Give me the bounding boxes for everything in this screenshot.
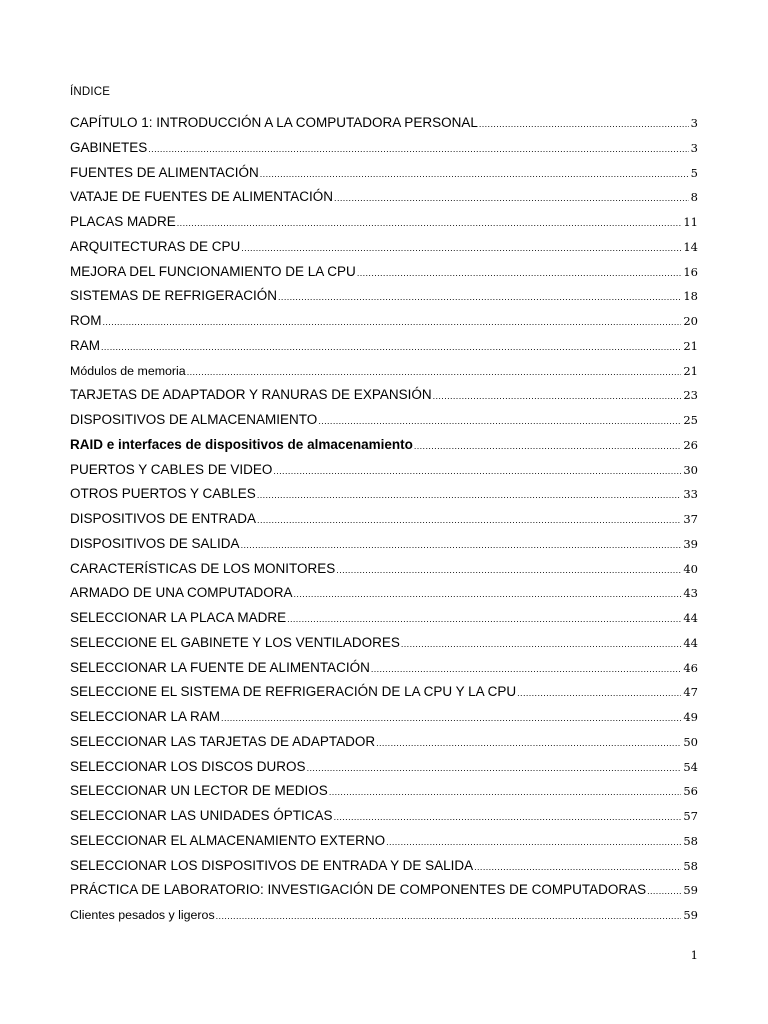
toc-dot-leader [371,665,682,674]
toc-entry-title: SELECCIONE EL GABINETE Y LOS VENTILADORES [70,634,400,650]
toc-dot-leader [187,368,682,377]
toc-entry[interactable] [70,831,698,856]
toc-dot-leader [386,838,681,847]
toc-entry[interactable] [70,534,698,559]
toc-dot-leader [318,417,681,426]
toc-entry[interactable] [70,361,698,386]
toc-entry-page: 11 [683,215,698,229]
toc-entry-title: PRÁCTICA DE LABORATORIO: INVESTIGACIÓN DE COMPONENTES DE COMPUTADORAS [70,882,647,898]
toc-dot-leader [647,887,681,896]
toc-dot-leader [273,467,681,476]
toc-dot-leader [334,813,682,822]
toc-entry[interactable] [70,336,698,361]
toc-entry[interactable] [70,880,698,905]
toc-dot-leader [287,615,681,624]
toc-heading: ÍNDICE [70,86,111,98]
toc-entry-page: 23 [683,388,698,403]
toc-entry-title: ARMADO DE UNA COMPUTADORA [70,585,293,601]
toc-entry-title: CAPÍTULO 1: INTRODUCCIÓN A LA COMPUTADORA PERSONAL [70,115,478,130]
toc-entry-page: 3 [690,116,698,130]
toc-entry[interactable] [70,658,698,683]
toc-entry-page: 50 [683,734,698,749]
toc-dot-leader [329,788,682,797]
toc-entry-page: 33 [683,487,698,502]
toc-entry[interactable] [70,806,698,831]
toc-entry[interactable] [70,583,698,608]
toc-entry[interactable] [70,311,698,336]
page-number: 1 [690,948,698,962]
toc-dot-leader [479,120,689,129]
toc-dot-leader [517,689,681,698]
toc-entry-title: RAM [70,337,100,353]
toc-entry[interactable] [70,905,698,930]
toc-entry-title: SELECCIONE EL SISTEMA DE REFRIGERACIÓN DE LA CPU Y LA CPU [70,684,517,700]
toc-dot-leader [401,640,681,649]
toc-entry-page: 3 [690,140,698,155]
toc-dot-leader [148,145,688,154]
toc-entry-title: PLACAS MADRE [70,214,176,229]
toc-entry[interactable] [70,286,698,311]
toc-entry-title: DISPOSITIVOS DE ALMACENAMIENTO [70,412,318,427]
toc-entry-title: VATAJE DE FUENTES DE ALIMENTACIÓN [70,189,334,205]
toc-entry-page: 46 [683,660,698,675]
toc-dot-leader [241,541,682,550]
toc-dot-leader [307,764,682,773]
toc-dot-leader [376,739,681,748]
toc-entry-page: 49 [683,710,698,724]
toc-entry-title: CARACTERÍSTICAS DE LOS MONITORES [70,560,336,576]
toc-dot-leader [241,244,681,253]
toc-entry[interactable] [70,732,698,757]
toc-dot-leader [257,516,681,525]
toc-entry[interactable] [70,707,698,732]
toc-entry-page: 58 [683,858,698,873]
toc-entry-page: 18 [683,289,698,304]
toc-dot-leader [336,566,681,575]
toc-entry-title: DISPOSITIVOS DE ENTRADA [70,511,257,526]
toc-entry-page: 59 [683,883,698,898]
toc-entry-page: 21 [683,338,698,353]
toc-entry[interactable] [70,509,698,534]
toc-entry[interactable] [70,187,698,212]
toc-entry-page: 16 [683,264,698,279]
toc-entry-title: MEJORA DEL FUNCIONAMIENTO DE LA CPU [70,263,356,279]
toc-dot-leader [260,170,689,179]
toc-entry[interactable] [70,385,698,410]
toc-entry-page: 40 [683,561,698,576]
toc-dot-leader [103,318,682,327]
toc-entry-title: SISTEMAS DE REFRIGERACIÓN [70,288,278,304]
toc-entry-page: 39 [683,536,698,551]
toc-entry-title: DISPOSITIVOS DE SALIDA [70,535,240,551]
toc-entry[interactable] [70,113,698,138]
toc-dot-leader [101,343,681,352]
toc-dot-leader [334,194,689,203]
toc-entry[interactable] [70,781,698,806]
toc-entry-page: 25 [683,413,698,427]
toc-entry[interactable] [70,608,698,633]
toc-dot-leader [278,293,681,302]
toc-entry-title: SELECCIONAR EL ALMACENAMIENTO EXTERNO [70,832,386,848]
toc-entry-page: 20 [683,314,698,328]
toc-dot-leader [414,442,682,451]
toc-entry[interactable] [70,757,698,782]
toc-dot-leader [433,392,682,401]
toc-entry[interactable] [70,435,698,460]
toc-entry-page: 58 [683,833,698,848]
toc-entry-page: 47 [683,685,698,700]
toc-entry-title: FUENTES DE ALIMENTACIÓN [70,164,259,180]
toc-entry[interactable] [70,559,698,584]
toc-entry-page: 5 [690,165,698,180]
toc-entry-title: SELECCIONAR LA FUENTE DE ALIMENTACIÓN [70,659,370,675]
toc-entry-page: 30 [683,462,698,477]
toc-dot-leader [474,863,681,872]
toc-entry-page: 8 [690,190,698,205]
toc-entry-title: SELECCIONAR LA PLACA MADRE [70,610,287,625]
toc-dot-leader [216,912,682,921]
toc-entry-title: Módulos de memoria [70,363,186,378]
toc-entry[interactable] [70,460,698,485]
toc-entry[interactable] [70,633,698,658]
toc-entry[interactable] [70,163,698,188]
toc-dot-leader [294,590,682,599]
toc-entry-page: 43 [683,586,698,601]
toc-entry[interactable] [70,856,698,881]
toc-dot-leader [357,269,682,278]
toc-entry-page: 59 [683,908,698,922]
toc-dot-leader [257,491,682,500]
toc-entry-page: 44 [683,611,698,625]
toc-dot-leader [221,714,681,723]
toc-entry-title: OTROS PUERTOS Y CABLES [70,486,256,502]
toc-entry-title: TARJETAS DE ADAPTADOR Y RANURAS DE EXPANSIÓN [70,387,432,403]
toc-entry-title: SELECCIONAR LOS DISPOSITIVOS DE ENTRADA Y DE SALIDA [70,857,474,873]
toc-entry-title: SELECCIONAR LAS UNIDADES ÓPTICAS [70,808,333,823]
toc-entry-title: SELECCIONAR LA RAM [70,709,221,724]
toc-entry[interactable] [70,138,698,163]
toc-entry-page: 14 [683,239,698,254]
toc-entry[interactable] [70,484,698,509]
toc-entry-title: ARQUITECTURAS DE CPU [70,238,241,254]
toc-entry-title: GABINETES [70,139,148,155]
toc-entry-page: 54 [683,759,698,774]
toc-entry[interactable] [70,262,698,287]
toc-entry-page: 21 [683,363,698,378]
toc-entry-title: SELECCIONAR UN LECTOR DE MEDIOS [70,783,328,799]
toc-entry-title: PUERTOS Y CABLES DE VIDEO [70,461,273,477]
toc-entry[interactable] [70,682,698,707]
toc-entry-title: SELECCIONAR LAS TARJETAS DE ADAPTADOR [70,733,376,749]
toc-entry[interactable] [70,212,698,237]
toc-entry-title: SELECCIONAR LOS DISCOS DUROS [70,758,306,774]
toc-dot-leader [177,219,682,228]
toc-entry[interactable] [70,237,698,262]
toc-entry-page: 26 [683,437,698,452]
toc-entry-title: ROM [70,313,102,328]
toc-entry[interactable] [70,410,698,435]
toc-entry-title: Clientes pesados y ligeros [70,908,215,922]
table-of-contents [70,113,698,930]
toc-entry-page: 57 [683,809,698,823]
toc-entry-title: RAID e interfaces de dispositivos de almacenamiento [70,436,413,452]
toc-entry-page: 37 [683,512,698,526]
toc-entry-page: 44 [683,635,698,650]
toc-entry-page: 56 [683,784,698,799]
